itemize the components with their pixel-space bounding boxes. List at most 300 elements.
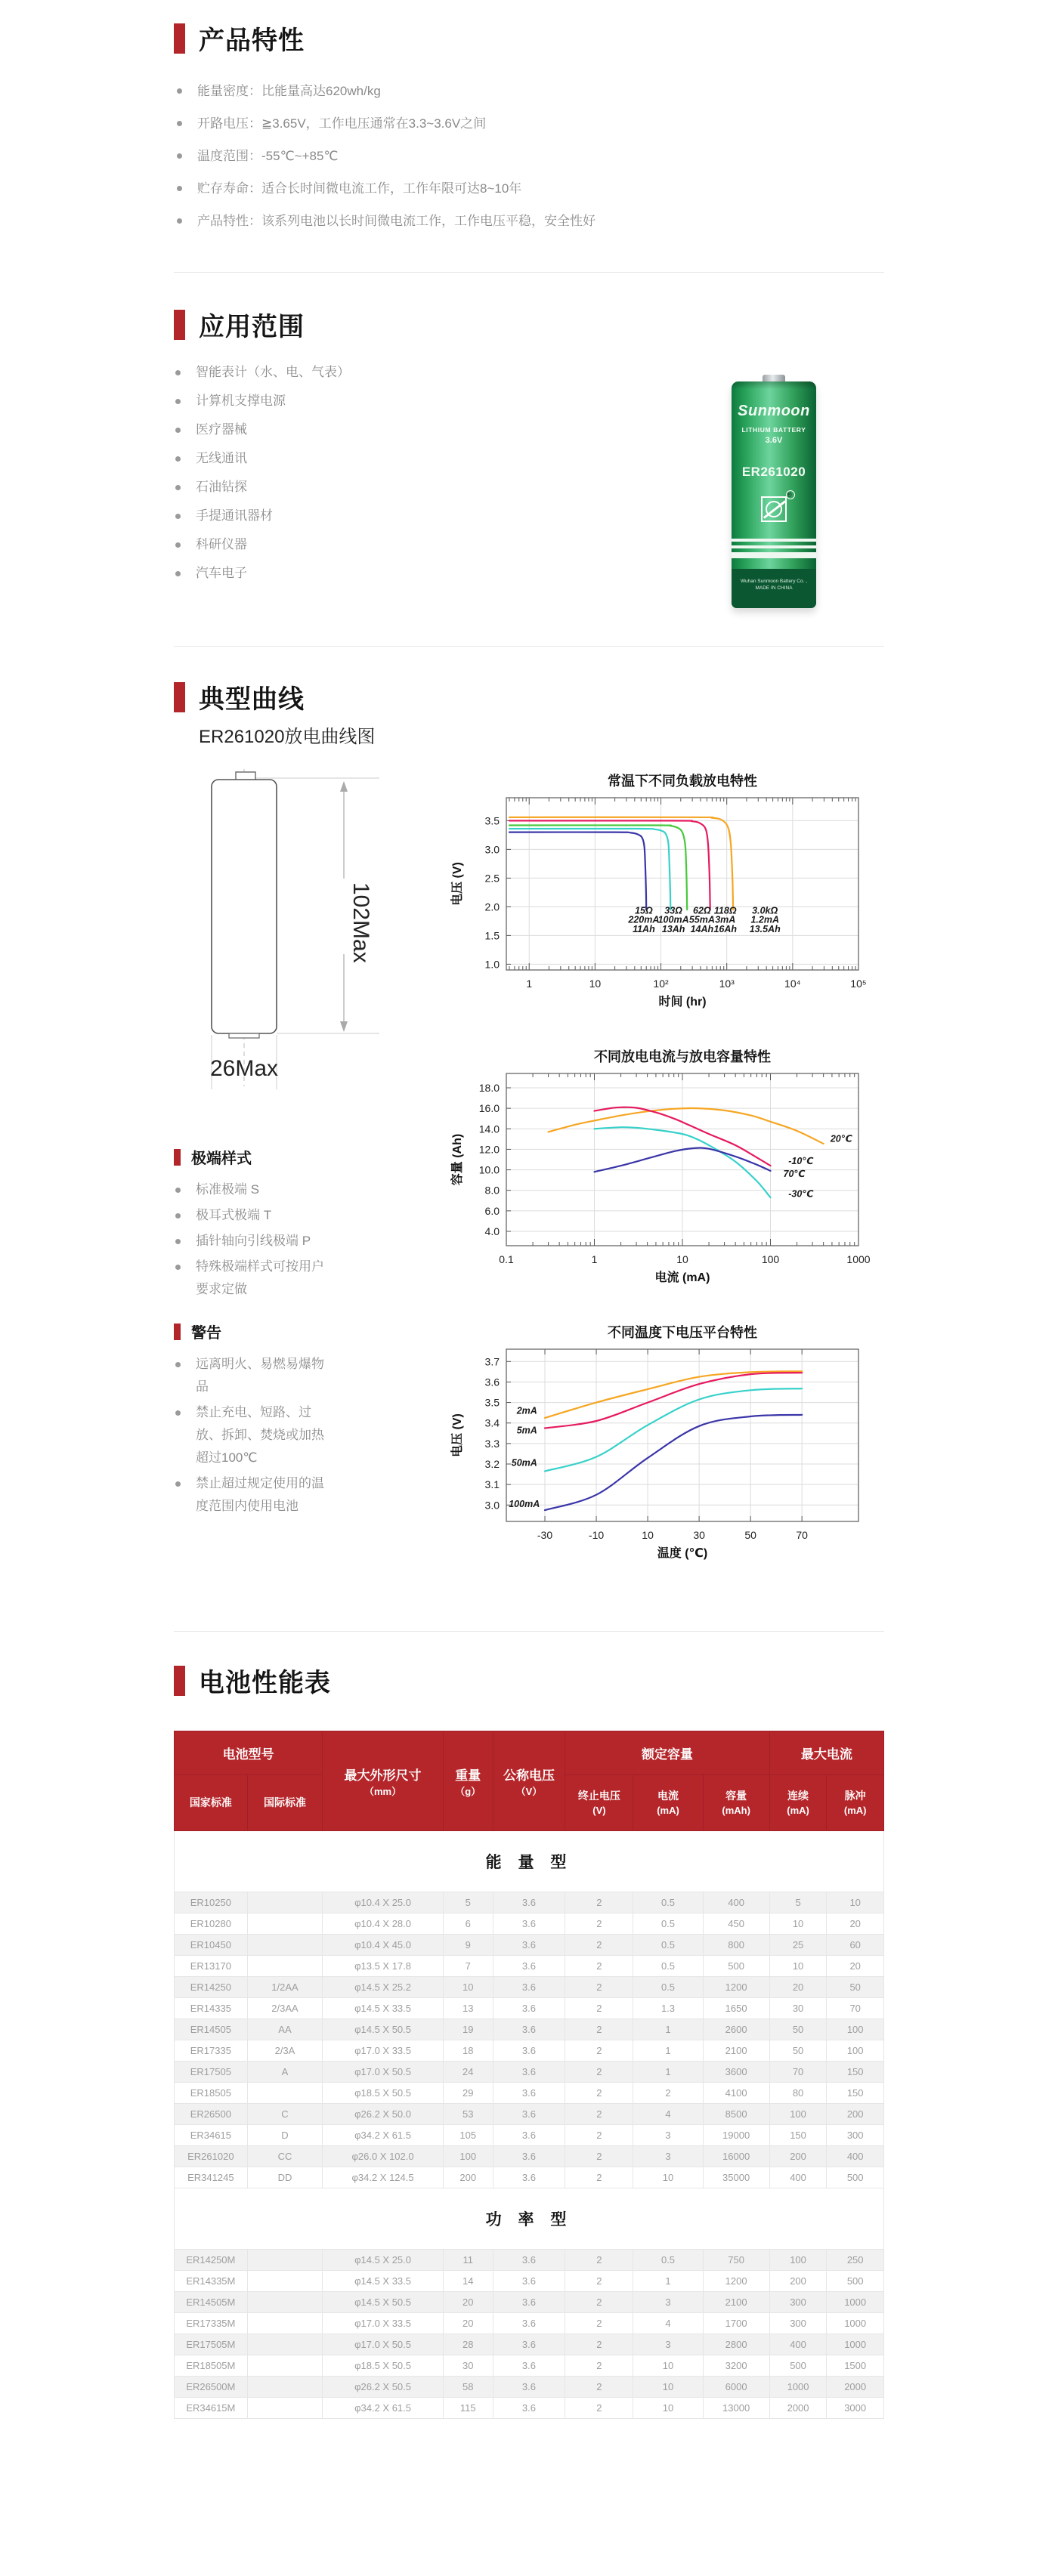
table-cell: 400 [827, 2146, 884, 2167]
header-continuous: 连续 (mA) [769, 1775, 827, 1831]
table-cell: A [247, 2062, 323, 2083]
table-cell: 2000 [827, 2377, 884, 2398]
table-row [175, 1998, 884, 2019]
section-applications [174, 273, 884, 647]
table-cell: 1/2AA [247, 1977, 323, 1998]
heading-accent-bar [174, 23, 185, 54]
table-cell: 70 [769, 2062, 827, 2083]
svg-text:10⁵: 10⁵ [850, 978, 867, 990]
svg-text:11Ah: 11Ah [633, 923, 655, 934]
table-cell: 0.5 [633, 1977, 703, 1998]
table-cell: 29 [443, 2083, 493, 2104]
charts-column [446, 769, 884, 1596]
table-row [175, 2334, 884, 2355]
svg-text:5mA: 5mA [516, 1425, 537, 1436]
svg-text:100mA: 100mA [657, 914, 689, 925]
header-current: 电流 (mA) [633, 1775, 703, 1831]
table-cell: 150 [827, 2062, 884, 2083]
table-cell: 800 [703, 1935, 769, 1956]
svg-text:14.0: 14.0 [478, 1123, 500, 1135]
list-item: 插针轴向引线极端 P [174, 1230, 367, 1252]
table-cell: 4 [633, 2104, 703, 2125]
table-cell: 10 [827, 1892, 884, 1913]
table-cell: 150 [827, 2083, 884, 2104]
applications-title: 应用范围 [199, 313, 305, 341]
list-item: 手提通讯器材 [174, 502, 597, 530]
table-cell: 2 [565, 2271, 633, 2292]
table-row [175, 1892, 884, 1913]
table-cell: φ14.5 X 50.5 [323, 2019, 444, 2040]
table-cell: 18 [443, 2040, 493, 2062]
table-row [175, 2355, 884, 2377]
table-cell: 100 [769, 2104, 827, 2125]
table-cell: 2000 [769, 2398, 827, 2419]
table-cell: 500 [827, 2167, 884, 2188]
svg-text:3.0: 3.0 [484, 843, 500, 856]
table-cell: ER14335M [175, 2271, 248, 2292]
table-cell: ER17505 [175, 2062, 248, 2083]
table-cell: 30 [443, 2355, 493, 2377]
page-title: 产品特性 [199, 26, 305, 55]
svg-text:70℃: 70℃ [783, 1169, 806, 1180]
section-heading [174, 20, 884, 57]
table-cell: 25 [769, 1935, 827, 1956]
table-cell: ER17335M [175, 2313, 248, 2334]
bullet-icon [175, 1239, 181, 1244]
table-cell: ER10450 [175, 1935, 248, 1956]
table-cell: 3.6 [493, 1977, 565, 1998]
table-cell: 500 [827, 2271, 884, 2292]
table-cell: 3.6 [493, 2313, 565, 2334]
table-cell: ER14335 [175, 1998, 248, 2019]
heading-accent-bar [174, 682, 185, 712]
svg-text:3.7: 3.7 [484, 1355, 500, 1368]
svg-text:3.0kΩ: 3.0kΩ [752, 905, 778, 916]
table-cell: ER18505 [175, 2083, 248, 2104]
table-cell: ER14505M [175, 2292, 248, 2313]
svg-text:13.5Ah: 13.5Ah [749, 923, 781, 934]
table-cell: DD [247, 2167, 323, 2188]
table-cell: 1000 [769, 2377, 827, 2398]
svg-text:12.0: 12.0 [478, 1143, 500, 1156]
header-weight: 重量 （g） [443, 1731, 493, 1831]
table-cell: 28 [443, 2334, 493, 2355]
table-cell: 10 [633, 2377, 703, 2398]
svg-text:220mA: 220mA [628, 914, 660, 925]
table-cell: 4 [633, 2313, 703, 2334]
battery-type-label: LITHIUM BATTERY [741, 426, 806, 434]
table-cell: 1000 [827, 2292, 884, 2313]
list-item: 科研仪器 [174, 530, 597, 559]
svg-text:118Ω: 118Ω [713, 905, 737, 916]
warning-list [174, 1353, 367, 1518]
table-cell: 14 [443, 2271, 493, 2292]
warning-heading: 警告 [174, 1320, 431, 1342]
table-cell: 100 [443, 2146, 493, 2167]
battery-maker-label: Wuhan Sunmoon Battery Co. , [740, 579, 808, 584]
table-row [175, 2062, 884, 2083]
table-cell: 300 [769, 2313, 827, 2334]
table-cell: 3.6 [493, 1935, 565, 1956]
table-cell: ER17505M [175, 2334, 248, 2355]
svg-text:10³: 10³ [719, 978, 735, 990]
header-intl-std: 国际标准 [247, 1775, 323, 1831]
table-row [175, 2146, 884, 2167]
table-cell: 2 [565, 1892, 633, 1913]
table-cell: 100 [769, 2250, 827, 2271]
table-cell: φ14.5 X 50.5 [323, 2292, 444, 2313]
svg-text:-30℃: -30℃ [788, 1188, 814, 1200]
table-cell: ER14505 [175, 2019, 248, 2040]
table-cell [247, 2377, 323, 2398]
svg-text:常温下不同负载放电特性: 常温下不同负载放电特性 [608, 774, 757, 789]
table-cell: 2 [565, 2019, 633, 2040]
bullet-icon [175, 542, 181, 548]
table-cell: 2 [565, 2334, 633, 2355]
feature-list [175, 75, 884, 237]
table-cell [247, 1913, 323, 1935]
table-row [175, 2398, 884, 2419]
table-row [175, 2292, 884, 2313]
svg-text:10: 10 [676, 1253, 688, 1265]
table-cell: 3200 [703, 2355, 769, 2377]
table-cell: φ26.0 X 102.0 [323, 2146, 444, 2167]
table-cell [247, 1956, 323, 1977]
table-cell: 400 [703, 1892, 769, 1913]
table-cell: ER261020 [175, 2146, 248, 2167]
table-cell: 35000 [703, 2167, 769, 2188]
list-item: 医疗器械 [174, 415, 597, 444]
svg-text:16Ah: 16Ah [713, 923, 738, 934]
heading-accent-bar [174, 1324, 181, 1340]
table-cell: 105 [443, 2125, 493, 2146]
table-cell [247, 1935, 323, 1956]
dimension-height-label: 102Max [348, 882, 373, 963]
table-cell: 400 [769, 2334, 827, 2355]
table-cell: 80 [769, 2083, 827, 2104]
table-cell: 20 [443, 2292, 493, 2313]
section-typical-curves [174, 647, 884, 1632]
list-item: 远离明火、易燃易爆物品 [174, 1353, 367, 1398]
battery-voltage-label: 3.6V [765, 436, 783, 445]
table-cell: φ26.2 X 50.0 [323, 2104, 444, 2125]
table-cell: 3 [633, 2125, 703, 2146]
table-cell: 70 [827, 1998, 884, 2019]
table-cell: ER14250M [175, 2250, 248, 2271]
bullet-icon [175, 428, 181, 433]
heading-accent-bar [174, 1666, 185, 1696]
list-item: 能量密度：比能量高达620wh/kg [175, 75, 884, 107]
svg-text:2.0: 2.0 [484, 900, 500, 913]
table-cell: 2/3AA [247, 1998, 323, 2019]
svg-text:1000: 1000 [846, 1253, 871, 1265]
svg-text:1.2mA: 1.2mA [750, 914, 779, 925]
curves-subtitle: ER261020放电曲线图 [199, 727, 376, 747]
table-cell: ER18505M [175, 2355, 248, 2377]
table-cell: 750 [703, 2250, 769, 2271]
svg-text:10⁴: 10⁴ [784, 978, 801, 990]
table-cell [247, 2355, 323, 2377]
table-cell: 3.6 [493, 2019, 565, 2040]
terminal-styles-block [174, 1146, 431, 1301]
table-cell: 200 [827, 2104, 884, 2125]
section-heading [174, 678, 884, 715]
svg-text:-10℃: -10℃ [788, 1156, 814, 1167]
table-cell: 2800 [703, 2334, 769, 2355]
table-cell: φ14.5 X 33.5 [323, 1998, 444, 2019]
svg-text:62Ω: 62Ω [693, 905, 711, 916]
svg-text:不同放电电流与放电容量特性: 不同放电电流与放电容量特性 [594, 1049, 771, 1064]
table-cell: 0.5 [633, 1892, 703, 1913]
table-cell: φ17.0 X 33.5 [323, 2313, 444, 2334]
table-cell: AA [247, 2019, 323, 2040]
bullet-icon [175, 370, 181, 375]
svg-text:电压 (V): 电压 (V) [451, 1413, 464, 1457]
table-cell: 1.3 [633, 1998, 703, 2019]
table-cell: 9 [443, 1935, 493, 1956]
svg-text:不同温度下电压平台特性: 不同温度下电压平台特性 [608, 1325, 757, 1340]
table-row [175, 1913, 884, 1935]
table-cell: 500 [703, 1956, 769, 1977]
table-cell [247, 2271, 323, 2292]
bullet-icon [175, 1410, 181, 1416]
table-cell [247, 2292, 323, 2313]
table-cell: 3.6 [493, 2040, 565, 2062]
table-cell: 450 [703, 1913, 769, 1935]
svg-text:1.5: 1.5 [484, 929, 500, 942]
table-cell: 2 [565, 2104, 633, 2125]
svg-text:4.0: 4.0 [484, 1225, 500, 1237]
table-cell: 3.6 [493, 2271, 565, 2292]
table-cell: 13000 [703, 2398, 769, 2419]
list-item: 无线通讯 [174, 444, 597, 473]
voltage-plateau-chart [446, 1320, 884, 1566]
table-cell: 8500 [703, 2104, 769, 2125]
svg-text:20℃: 20℃ [830, 1133, 852, 1144]
svg-text:1: 1 [591, 1253, 598, 1265]
list-item: 汽车电子 [174, 559, 597, 588]
battery-brand-label: Sunmoon [738, 403, 810, 419]
table-cell: CC [247, 2146, 323, 2167]
table-cell: φ18.5 X 50.5 [323, 2083, 444, 2104]
svg-text:-30: -30 [537, 1529, 553, 1541]
table-cell: ER10280 [175, 1913, 248, 1935]
table-row [175, 2019, 884, 2040]
table-row [175, 2083, 884, 2104]
header-voltage: 公称电压 （V） [493, 1731, 565, 1831]
table-cell: 200 [443, 2167, 493, 2188]
application-list [174, 358, 597, 611]
svg-text:电流 (mA): 电流 (mA) [654, 1271, 710, 1284]
svg-text:18.0: 18.0 [478, 1082, 500, 1094]
list-item: 禁止充电、短路、过放、拆卸、焚烧或加热超过100℃ [174, 1401, 367, 1469]
svg-text:50: 50 [744, 1529, 756, 1541]
header-pulse: 脉冲 (mA) [827, 1775, 884, 1831]
svg-text:10: 10 [589, 978, 602, 990]
battery-outline-diagram [174, 769, 431, 1104]
svg-text:15Ω: 15Ω [635, 905, 653, 916]
table-section-band: 能 量 型 [175, 1831, 884, 1892]
table-cell: ER341245 [175, 2167, 248, 2188]
table-row [175, 2104, 884, 2125]
table-cell: 13 [443, 1998, 493, 2019]
table-cell: 2 [565, 2398, 633, 2419]
table-cell: 3.6 [493, 2167, 565, 2188]
table-cell: 1200 [703, 2271, 769, 2292]
bullet-icon [175, 399, 181, 404]
svg-text:电压 (V): 电压 (V) [451, 862, 464, 906]
table-cell: 16000 [703, 2146, 769, 2167]
table-cell: φ34.2 X 61.5 [323, 2125, 444, 2146]
bullet-icon [175, 1188, 181, 1193]
terminal-styles-list [174, 1178, 367, 1301]
table-cell: 0.5 [633, 1913, 703, 1935]
bullet-icon [177, 121, 182, 126]
battery-stripes [732, 539, 816, 558]
svg-text:温度 (℃): 温度 (℃) [657, 1547, 708, 1560]
table-cell: 2 [565, 2292, 633, 2313]
table-cell: 2 [565, 2167, 633, 2188]
header-cutoff: 终止电压 (V) [565, 1775, 633, 1831]
table-cell: φ17.0 X 50.5 [323, 2062, 444, 2083]
table-cell: 50 [827, 1977, 884, 1998]
table-cell: 20 [827, 1913, 884, 1935]
table-cell: 30 [769, 1998, 827, 2019]
svg-text:3.1: 3.1 [484, 1478, 500, 1491]
table-cell: ER26500 [175, 2104, 248, 2125]
svg-text:100: 100 [761, 1253, 780, 1265]
table-cell: 300 [769, 2292, 827, 2313]
table-cell: 24 [443, 2062, 493, 2083]
table-cell: ER10250 [175, 1892, 248, 1913]
table-cell: 20 [443, 2313, 493, 2334]
table-header [175, 1731, 884, 1831]
svg-text:3.4: 3.4 [484, 1416, 500, 1429]
table-cell: 11 [443, 2250, 493, 2271]
table-cell: 3600 [703, 2062, 769, 2083]
table-cell: 20 [827, 1956, 884, 1977]
table-cell: 3.6 [493, 2104, 565, 2125]
table-section-band: 功 率 型 [175, 2188, 884, 2250]
svg-text:容量 (Ah): 容量 (Ah) [451, 1133, 464, 1186]
list-item: 石油钻探 [174, 473, 597, 502]
table-cell: 200 [769, 2146, 827, 2167]
list-item: 极耳式极端 T [174, 1204, 367, 1227]
table-cell: ER34615 [175, 2125, 248, 2146]
table-cell: 2 [565, 2313, 633, 2334]
table-cell: 200 [769, 2271, 827, 2292]
table-row [175, 2271, 884, 2292]
table-cell: 50 [769, 2019, 827, 2040]
table-cell: 400 [769, 2167, 827, 2188]
list-item: 贮存寿命：适合长时间微电流工作，工作年限可达8~10年 [175, 172, 884, 205]
table-cell: φ14.5 X 33.5 [323, 2271, 444, 2292]
curves-title: 典型曲线 [199, 685, 305, 714]
table-cell: 5 [443, 1892, 493, 1913]
table-cell: 58 [443, 2377, 493, 2398]
table-cell [247, 2313, 323, 2334]
table-row [175, 2377, 884, 2398]
table-cell [247, 2398, 323, 2419]
table-cell: 3.6 [493, 1913, 565, 1935]
table-cell: D [247, 2125, 323, 2146]
table-cell: 3.6 [493, 2062, 565, 2083]
table-row [175, 1956, 884, 1977]
svg-text:55mA: 55mA [688, 914, 715, 925]
terminal-styles-heading: 极端样式 [174, 1146, 431, 1168]
list-item: 特殊极端样式可按用户要求定做 [174, 1256, 367, 1301]
table-cell: 2 [565, 2125, 633, 2146]
table-cell: φ14.5 X 25.2 [323, 1977, 444, 1998]
svg-text:3mA: 3mA [715, 914, 736, 925]
header-capacity-group: 额定容量 [565, 1731, 769, 1775]
table-cell: φ10.4 X 45.0 [323, 1935, 444, 1956]
table-cell: 2 [565, 1913, 633, 1935]
brand-logo-icon: ® [761, 496, 787, 522]
bullet-icon [175, 1362, 181, 1367]
bullet-icon [177, 186, 182, 191]
warning-block [174, 1320, 431, 1518]
table-cell: 3.6 [493, 1892, 565, 1913]
table-cell: 2 [633, 2083, 703, 2104]
table-cell: φ14.5 X 25.0 [323, 2250, 444, 2271]
svg-text:6.0: 6.0 [484, 1204, 500, 1217]
table-cell: 2 [565, 2250, 633, 2271]
svg-text:3.3: 3.3 [484, 1437, 500, 1450]
table-cell: 3.6 [493, 2083, 565, 2104]
battery-model-label: ER261020 [741, 465, 806, 479]
table-cell: 50 [769, 2040, 827, 2062]
svg-text:3.0: 3.0 [484, 1499, 500, 1512]
section-heading [174, 306, 884, 343]
table-cell: 0.5 [633, 1956, 703, 1977]
header-max-current-group: 最大电流 [769, 1731, 883, 1775]
table-cell: 2 [565, 2146, 633, 2167]
heading-accent-bar [174, 1149, 181, 1166]
bullet-icon [175, 1265, 181, 1270]
table-cell: 2 [565, 1935, 633, 1956]
table-row [175, 1977, 884, 1998]
table-cell: φ17.0 X 50.5 [323, 2334, 444, 2355]
header-national-std: 国家标准 [175, 1775, 248, 1831]
table-row [175, 2167, 884, 2188]
bullet-icon [177, 88, 182, 94]
performance-table [174, 1731, 884, 2419]
table-cell: 1000 [827, 2334, 884, 2355]
table-cell: 250 [827, 2250, 884, 2271]
table-cell: 3.6 [493, 1956, 565, 1977]
heading-accent-bar [174, 310, 185, 340]
list-item: 开路电压：≧3.65V，工作电压通常在3.3~3.6V之间 [175, 107, 884, 140]
svg-text:1: 1 [526, 978, 533, 990]
header-capacity: 容量 (mAh) [703, 1775, 769, 1831]
svg-text:10: 10 [642, 1529, 654, 1541]
table-cell: 3000 [827, 2398, 884, 2419]
table-cell: 2 [565, 2040, 633, 2062]
table-cell: 1500 [827, 2355, 884, 2377]
table-cell: 53 [443, 2104, 493, 2125]
table-cell: 3.6 [493, 2146, 565, 2167]
table-cell: 2100 [703, 2040, 769, 2062]
svg-text:2mA: 2mA [516, 1405, 537, 1416]
table-cell: φ13.5 X 17.8 [323, 1956, 444, 1977]
list-item: 禁止超过规定使用的温度范围内使用电池 [174, 1472, 367, 1518]
table-row [175, 2250, 884, 2271]
table-cell: φ34.2 X 61.5 [323, 2398, 444, 2419]
bullet-icon [175, 571, 181, 576]
table-cell: 2 [565, 2083, 633, 2104]
table-cell: 10 [633, 2398, 703, 2419]
